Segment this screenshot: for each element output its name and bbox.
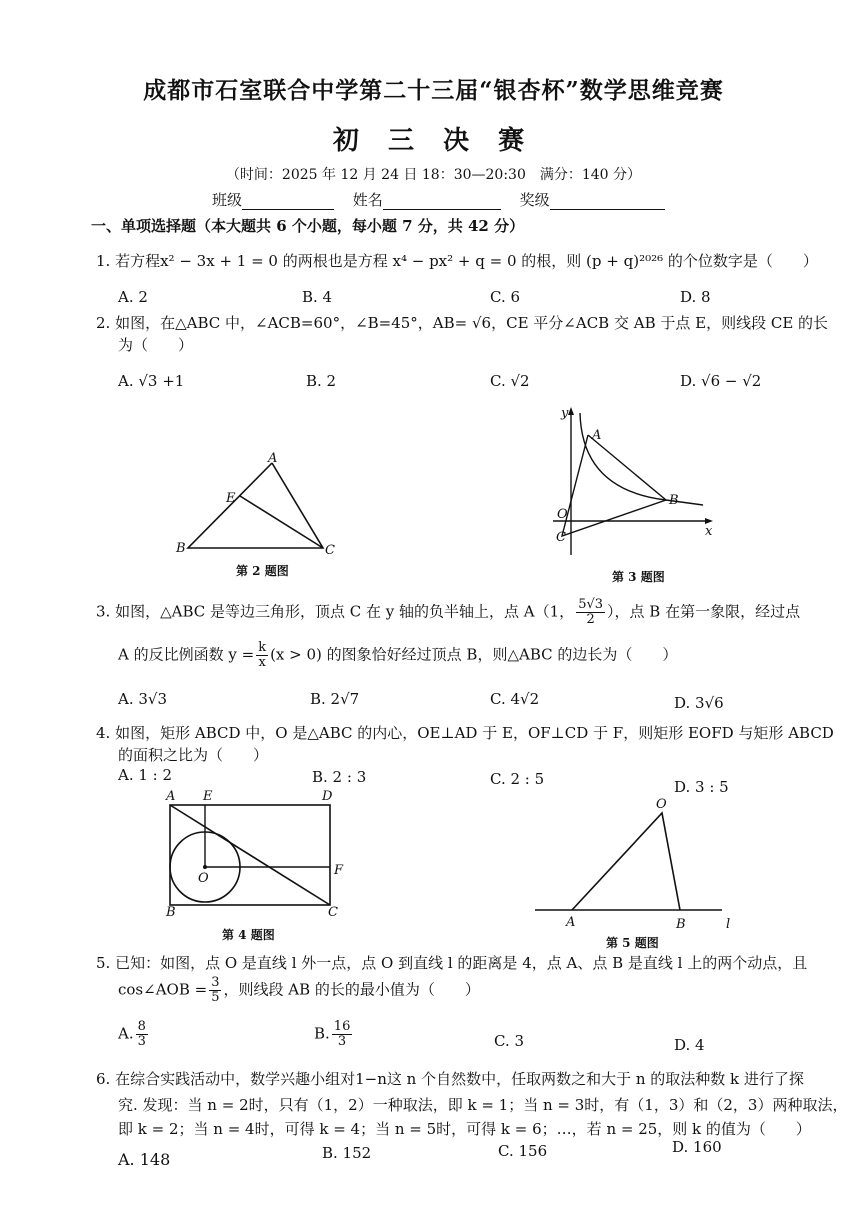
exam-subtitle: 初 三 决 赛 [332, 126, 535, 156]
section-heading: 一、单项选择题（本大题共 6 个小题，每小题 7 分，共 42 分） [91, 217, 525, 235]
cos-numerator: 3 [211, 975, 220, 990]
f5-label-o: O [656, 797, 667, 812]
q5-option-b[interactable] [314, 1020, 354, 1049]
x-denominator: x [258, 655, 266, 670]
f4-label-c: C [328, 905, 338, 920]
f4-label-d: D [322, 789, 333, 804]
q6-line1 [96, 1068, 804, 1089]
segment-ce [240, 496, 323, 548]
q2-option-d[interactable]: D. √6 − √2 [680, 372, 762, 390]
q3-option-a[interactable]: A. 3√3 [118, 690, 168, 708]
q2-number: 2. [96, 314, 111, 332]
q6-stem-3: 即 k = 2；当 n = 4时，可得 k = 4；当 n = 5时，可得 k = 6；…，若 n = 25，则 k 的值为（ ） [118, 1120, 811, 1138]
q4-line1 [96, 722, 834, 743]
f2-label-a: A [268, 451, 278, 466]
f4-label-b: B [166, 905, 176, 920]
point-a-y-fraction [576, 598, 605, 627]
q3-option-d[interactable]: D. 3√6 [674, 694, 724, 712]
name-blank[interactable] [383, 195, 501, 210]
q1-text [96, 250, 818, 271]
f2-label-b: B [176, 541, 186, 556]
q5-line1 [96, 952, 807, 973]
q5-a-denominator: 3 [137, 1034, 146, 1049]
q2-option-a[interactable]: A. √3 +1 [118, 372, 185, 390]
q5-b-denominator: 3 [337, 1034, 347, 1049]
q4-option-c[interactable]: C. 2 : 5 [490, 770, 545, 788]
q4-option-b[interactable]: B. 2 : 3 [312, 768, 367, 786]
f4-label-o: O [198, 871, 209, 886]
q3-line1 [96, 598, 800, 627]
triangle-oab [572, 813, 680, 910]
q6-option-d[interactable]: D. 160 [672, 1138, 722, 1156]
q6-option-b[interactable]: B. 152 [322, 1144, 372, 1162]
q1-option-d[interactable]: D. 8 [680, 288, 711, 306]
diagonal-ac [170, 805, 330, 905]
q1-stem: 若方程x² − 3x + 1 = 0 的两根也是方程 x⁴ − px² + q = 0 的根，则 (p + q)²⁰²⁶ 的个位数字是（ ） [115, 252, 818, 270]
figure-5-caption: 第 5 题图 [606, 936, 659, 950]
q5-option-b-fraction [332, 1020, 353, 1049]
f4-label-e: E [203, 789, 213, 804]
f3-label-o: O [557, 507, 568, 522]
q2-line1 [96, 312, 828, 333]
q1-option-b[interactable]: B. 4 [302, 288, 333, 306]
q5-number: 5. [96, 954, 111, 972]
q5-option-a[interactable] [118, 1020, 150, 1049]
class-label: 班级 [212, 191, 243, 209]
award-label: 奖级 [519, 191, 550, 209]
q5-stem-2b: ，则线段 AB 的长的最小值为（ ） [223, 980, 480, 999]
k-numerator: k [258, 640, 267, 655]
f3-label-y: y [561, 406, 569, 421]
q5-option-c[interactable]: C. 3 [494, 1032, 525, 1050]
exam-title: 成都市石室联合中学第二十三届“银杏杯”数学思维竞赛 [143, 77, 724, 104]
cos-denominator: 5 [211, 990, 220, 1005]
figure-3-caption: 第 3 题图 [612, 570, 665, 584]
q5-a-numerator: 8 [137, 1019, 146, 1034]
y-axis-arrow [568, 407, 574, 415]
f2-label-c: C [325, 543, 335, 558]
q1-option-c[interactable]: C. 6 [490, 288, 521, 306]
f3-label-a: A [592, 428, 602, 443]
exam-time-info: （时间：2025 年 12 月 24 日 18：30—20:30 满分：140 分） [225, 167, 642, 183]
frac-numerator: 5√3 [578, 597, 604, 612]
q6-stem-2: 究. 发现：当 n = 2时，只有（1，2）一种取法，即 k = 1；当 n = 3时，有（1，3）和（2，3）两种取法， [118, 1096, 848, 1114]
q6-option-c[interactable]: C. 156 [498, 1142, 548, 1160]
q5-option-d[interactable]: D. 4 [674, 1036, 705, 1054]
f4-label-a: A [166, 789, 176, 804]
frac-denominator: 2 [586, 612, 595, 627]
q5-b-numerator: 16 [333, 1019, 351, 1034]
q3-line2 [118, 641, 677, 670]
q6-number: 6. [96, 1070, 111, 1088]
f4-label-f: F [334, 863, 344, 878]
name-label: 姓名 [352, 191, 383, 209]
figure-5 [530, 790, 750, 935]
q4-option-d[interactable]: D. 3 : 5 [674, 778, 729, 796]
q2-stem-2: 为（ ） [118, 336, 194, 354]
q6-stem-1: 在综合实践活动中，数学兴趣小组对1−n这 n 个自然数中，任取两数之和大于 n 的取法种数 k 进行了探 [115, 1070, 804, 1088]
student-info-line [212, 189, 679, 210]
q6-option-a[interactable]: A. 148 [118, 1150, 171, 1169]
q3-stem-1a: 如图，△ABC 是等边三角形，顶点 C 在 y 轴的负半轴上，点 A（1， [115, 602, 575, 621]
q5-stem-1: 已知：如图，点 O 是直线 l 外一点，点 O 到直线 l 的距离是 4，点 A、点 B 是直线 l 上的两个动点，且 [115, 954, 808, 972]
figure-3 [548, 405, 718, 565]
f5-label-a: A [566, 915, 576, 930]
figure-2 [170, 450, 350, 560]
q5-option-a-label: A. [118, 1024, 134, 1043]
k-over-x-fraction [256, 641, 268, 670]
q3-option-c[interactable]: C. 4√2 [490, 690, 540, 708]
q3-stem-2a: A 的反比例函数 y = [118, 645, 255, 664]
f3-label-c: C [556, 530, 566, 545]
q1-option-a[interactable]: A. 2 [118, 288, 148, 306]
q5-option-b-label: B. [314, 1024, 330, 1043]
point-o [203, 865, 207, 869]
f2-label-e: E [226, 491, 236, 506]
figure-4 [160, 788, 360, 923]
f3-label-x: x [705, 524, 713, 539]
q5-stem-2a: cos∠AOB = [118, 980, 208, 999]
award-blank[interactable] [550, 195, 665, 210]
q5-option-a-fraction [136, 1020, 148, 1049]
q4-stem-1: 如图，矩形 ABCD 中，O 是△ABC 的内心，OE⊥AD 于 E，OF⊥CD 于 F，则矩形 EOFD 与矩形 ABCD [115, 724, 834, 742]
q1-number: 1. [96, 252, 111, 270]
figure-2-caption: 第 2 题图 [236, 564, 289, 578]
q3-stem-2b: (x > 0) 的图象恰好经过顶点 B，则△ABC 的边长为（ ） [270, 645, 678, 664]
q3-number: 3. [96, 602, 111, 621]
f3-label-b: B [669, 493, 679, 508]
q2-stem-1: 如图，在△ABC 中，∠ACB=60°，∠B=45°，AB= √6，CE 平分∠ACB 交 AB 于点 E，则线段 CE 的长 [115, 314, 829, 332]
class-blank[interactable] [242, 195, 334, 210]
q3-stem-1b: ），点 B 在第一象限，经过点 [607, 602, 801, 621]
q4-option-a[interactable]: A. 1 : 2 [118, 766, 173, 784]
f5-label-b: B [676, 917, 686, 932]
cos-fraction [209, 976, 221, 1005]
q4-stem-2: 的面积之比为（ ） [118, 746, 269, 764]
f5-label-l: l [726, 917, 731, 932]
figure-4-caption: 第 4 题图 [222, 928, 275, 942]
q2-option-c[interactable]: C. √2 [490, 372, 530, 390]
q4-number: 4. [96, 724, 111, 742]
q5-line2 [118, 976, 480, 1005]
q2-option-b[interactable]: B. 2 [306, 372, 337, 390]
q3-option-b[interactable]: B. 2√7 [310, 690, 360, 708]
inverse-function-curve [580, 413, 703, 505]
